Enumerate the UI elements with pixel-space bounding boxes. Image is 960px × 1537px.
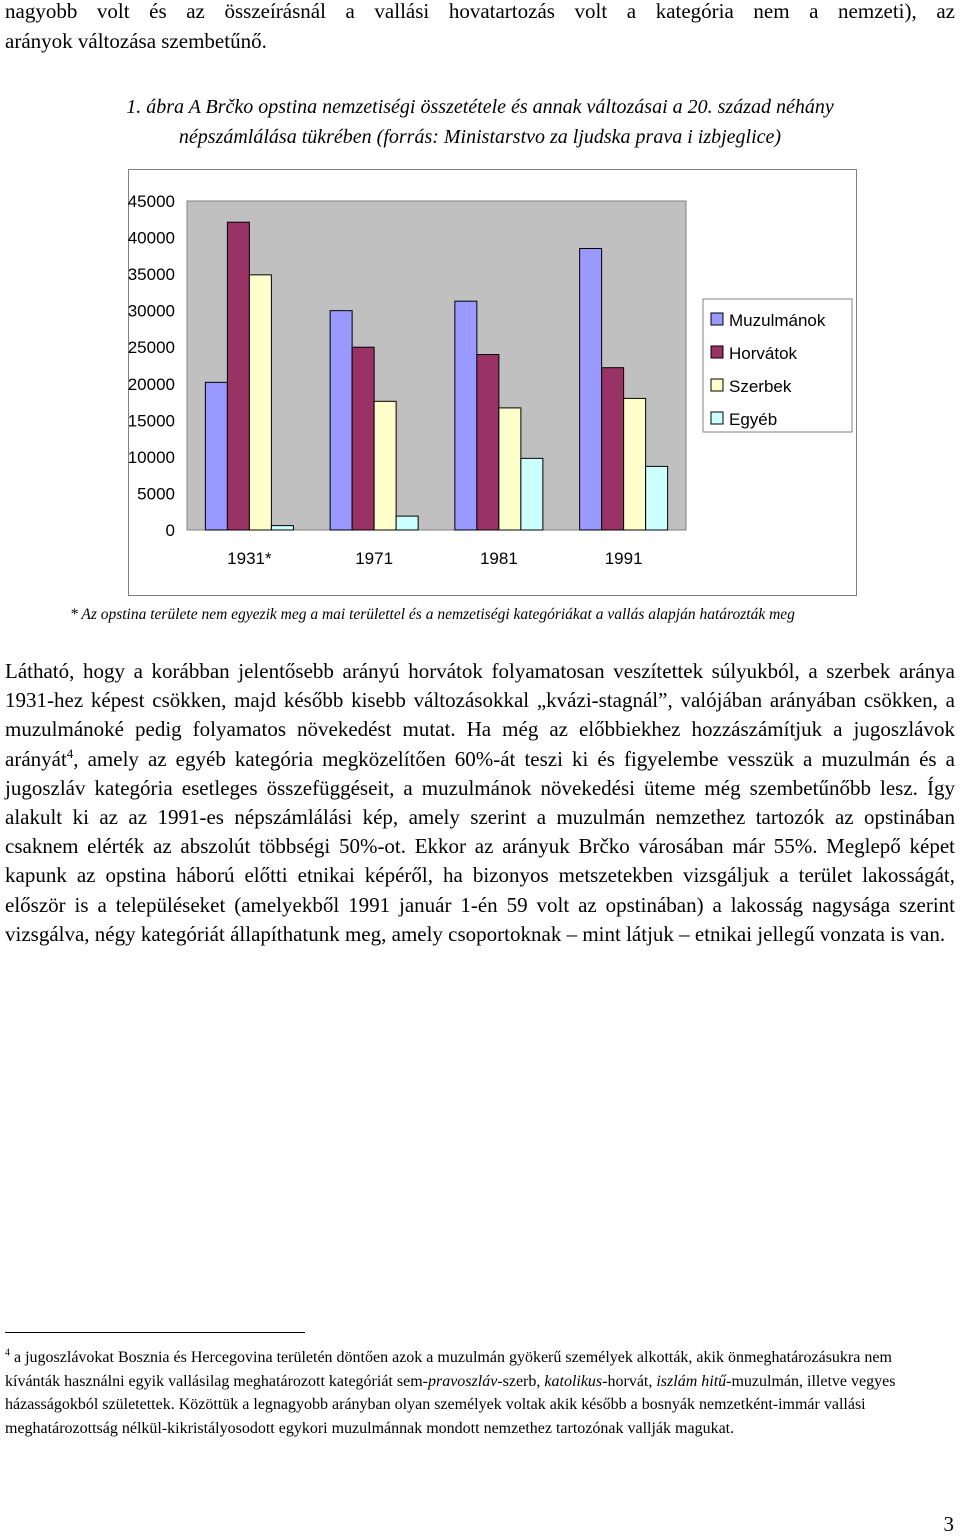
footnote-term-iszlam: iszlám hitű [656,1372,727,1390]
bar [602,368,624,530]
bar [227,222,249,530]
bar [352,347,374,530]
footnote-term-pravoszlav: pravoszláv [427,1372,498,1390]
bar [330,311,352,530]
bar-chart-svg [128,169,857,596]
legend-swatch [711,412,723,424]
body-text-part-3: , amely az egyéb kategória megközelítően 60%-át teszi ki és figyelembe vesszük a muzulmán és a jugoszláv kategória esetleges összefüggéseit, a muzulmánok növekedési üteme még szembetűnőbb lesz. Így alakult ki az az 1991-es népszámlálási kép, amely szerint a muzulmán nemzethez tartozók az opstinában csaknem elérték az abszolút többségi 50%-ot. Ekkor az arányuk Brčko városában már 55%. Meglepő képet kapunk az opstina háború előtti etnikai képéről, ha bizonyos metszetekben vizsgáljuk a terület lakosságát, először is a településeket (amelyekből 1991 január 1-én 59 volt az opstinában) a lakosság nagysága szerint vizsgálva, négy kategóriát állapíthatunk meg, amely csoportoknak – mint látjuk – etnikai jellegű vonzata is van. [5,746,955,946]
intro-line-2: arányok változása szembetűnő. [5,29,267,53]
legend-label: Muzulmánok [729,311,826,330]
bar [580,249,602,530]
legend-label: Szerbek [729,377,792,396]
y-tick-label: 25000 [128,338,175,358]
body-paragraph [5,657,955,949]
y-tick-label: 45000 [128,192,175,211]
footnote-mark: 4 [5,1347,10,1359]
intro-line-1: nagyobb volt és az összeírásnál a vallási hovatartozás volt a kategória nem a nemzeti), az [5,0,955,23]
legend-swatch [711,346,723,358]
x-tick-label: 1981 [479,549,518,568]
legend-label: Horvátok [729,344,798,363]
footnote-text-4: -muzulmán, illetve vegyes házasságokból születettek. Közöttük a legnagyobb arányban olyan személyek voltak akik később a bosnyák nemzetként-immár vallási meghatározottság nélkül-kikristályosodott egykori muzulmánnak mondott nemzethez tartozónak vallják magukat. [5,1372,896,1437]
bar [624,398,646,530]
footnote [5,1346,950,1440]
x-tick-label: 1971 [355,549,394,568]
y-tick-label: 10000 [128,447,175,467]
y-tick-label: 0 [165,521,175,540]
y-tick-label: 40000 [128,228,175,248]
y-tick-label: 20000 [128,374,175,394]
y-tick-label: 15000 [128,411,175,431]
body-text-part-1: Látható, hogy a korábban jelentősebb arányú horvátok folyamatosan veszítettek súlyukból, a szerbek aránya 1931-hez képest csökken, majd később kisebb változásokkal „kvázi-stagnál”, valójában arányában csökken, a muzulmánoké pedig folyamatos növekedést mutat. [5,659,955,742]
page-number: 3 [943,1512,954,1536]
footnote-text-3: -horvát, [602,1372,657,1390]
legend-label: Egyéb [729,410,778,429]
bar-chart [128,169,857,596]
bar [521,458,543,530]
x-tick-label: 1991 [604,549,643,568]
y-tick-label: 30000 [128,301,175,321]
legend-swatch [711,379,723,391]
footnote-term-katolikus: katolikus [544,1372,603,1390]
x-tick-label: 1931* [227,549,272,568]
bar [455,301,477,530]
bar [477,355,499,530]
figure-note: * Az opstina területe nem egyezik meg a mai területtel és a nemzetiségi kategóriákat a vallás alapján határozták meg [70,606,795,623]
footnote-text-1: a jugoszlávokat Bosznia és Hercegovina területén döntően azok a muzulmán gyökerű személyek alkották, akik önmeghatározásukra nem kívánták használni egyik vallásilag meghatározott kategóriát sem- [5,1349,892,1390]
bar [249,275,271,530]
y-tick-label: 35000 [128,265,175,285]
bar [499,408,521,530]
footnote-reference[interactable]: 4 [66,745,74,761]
body-text-part-2: Ha még az előbbiekhez hozzászámítjuk a jugoszlávok arányát [5,717,955,771]
y-tick-label: 5000 [137,484,175,504]
bar [646,466,668,530]
bar [205,382,227,530]
legend-swatch [711,313,723,325]
bar [374,401,396,530]
bar [396,516,418,530]
bar [271,526,293,530]
figure-caption-line-2: népszámlálása tükrében (forrás: Ministarstvo za ljudska prava i izbjeglice) [178,126,782,148]
footnote-separator [5,1332,305,1333]
footnote-text-2: -szerb, [497,1372,545,1390]
figure-caption-line-1: 1. ábra A Brčko opstina nemzetiségi összetétele és annak változásai a 20. század néhány [126,96,834,118]
